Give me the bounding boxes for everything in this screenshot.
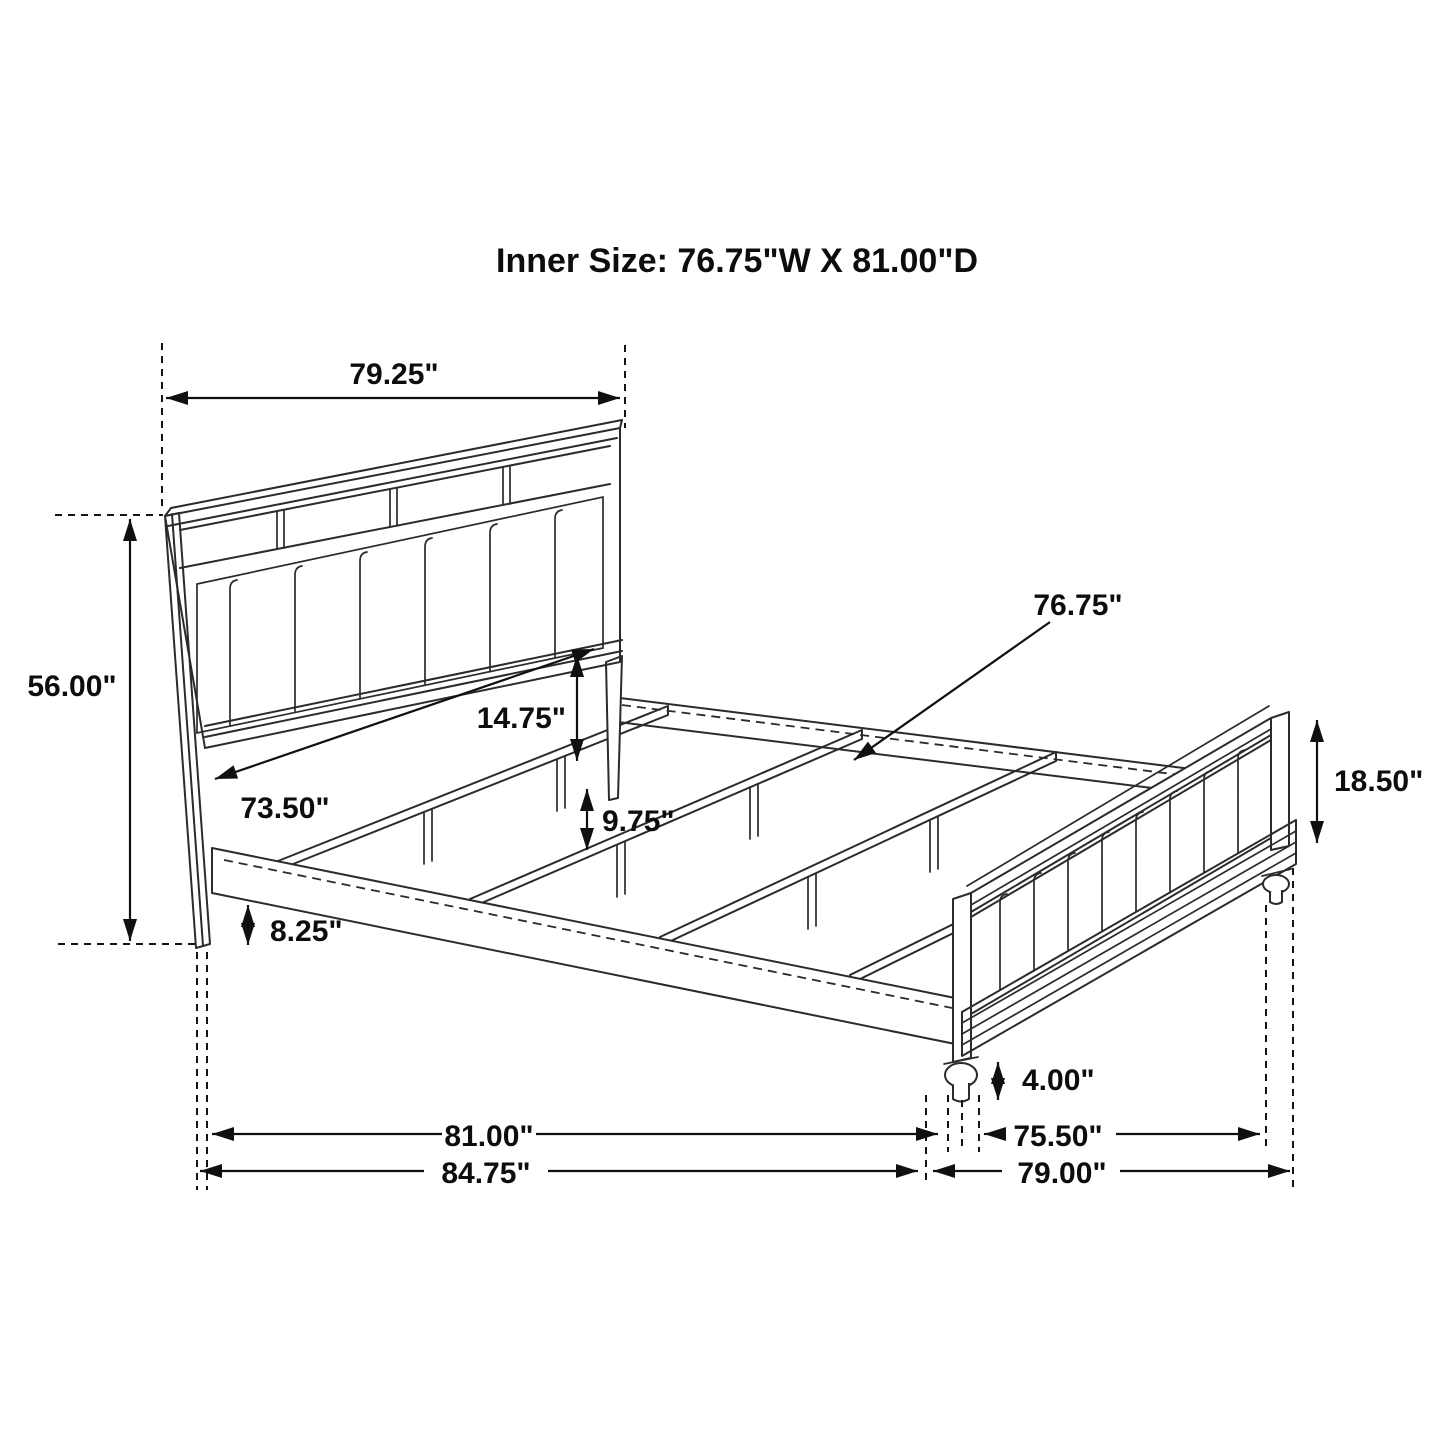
dim-label-headboard-height: 56.00"	[27, 670, 117, 703]
dim-label-slat-leg-height: 9.75"	[602, 805, 675, 838]
dim-label-footboard-height: 18.50"	[1334, 765, 1424, 798]
right-bun-foot	[1263, 875, 1289, 893]
left-bun-foot	[945, 1063, 977, 1087]
dim-label-headboard-panel-width: 73.50"	[240, 792, 330, 825]
dim-label-foot-height: 4.00"	[1022, 1064, 1095, 1097]
extension-lines	[55, 343, 1293, 1190]
dim-label-footboard-width: 79.00"	[1017, 1157, 1107, 1190]
dim-label-inner-depth: 81.00"	[444, 1120, 534, 1153]
left-bun-foot-tip	[953, 1083, 969, 1102]
diagram-title: Inner Size: 76.75"W X 81.00"D	[496, 242, 978, 280]
dim-label-panel-to-slat: 14.75"	[476, 702, 566, 735]
dim-label-headboard-width: 79.25"	[349, 358, 439, 391]
right-bun-foot-tip	[1270, 890, 1282, 904]
dim-label-footboard-inner-width: 75.50"	[1013, 1120, 1103, 1153]
dim-label-overall-depth: 84.75"	[441, 1157, 531, 1190]
dim-label-inner-width: 76.75"	[1033, 589, 1123, 622]
dim-label-rail-clearance: 8.25"	[270, 915, 343, 948]
footboard	[944, 706, 1296, 1102]
far-rail-dashed-edge	[622, 705, 1268, 786]
